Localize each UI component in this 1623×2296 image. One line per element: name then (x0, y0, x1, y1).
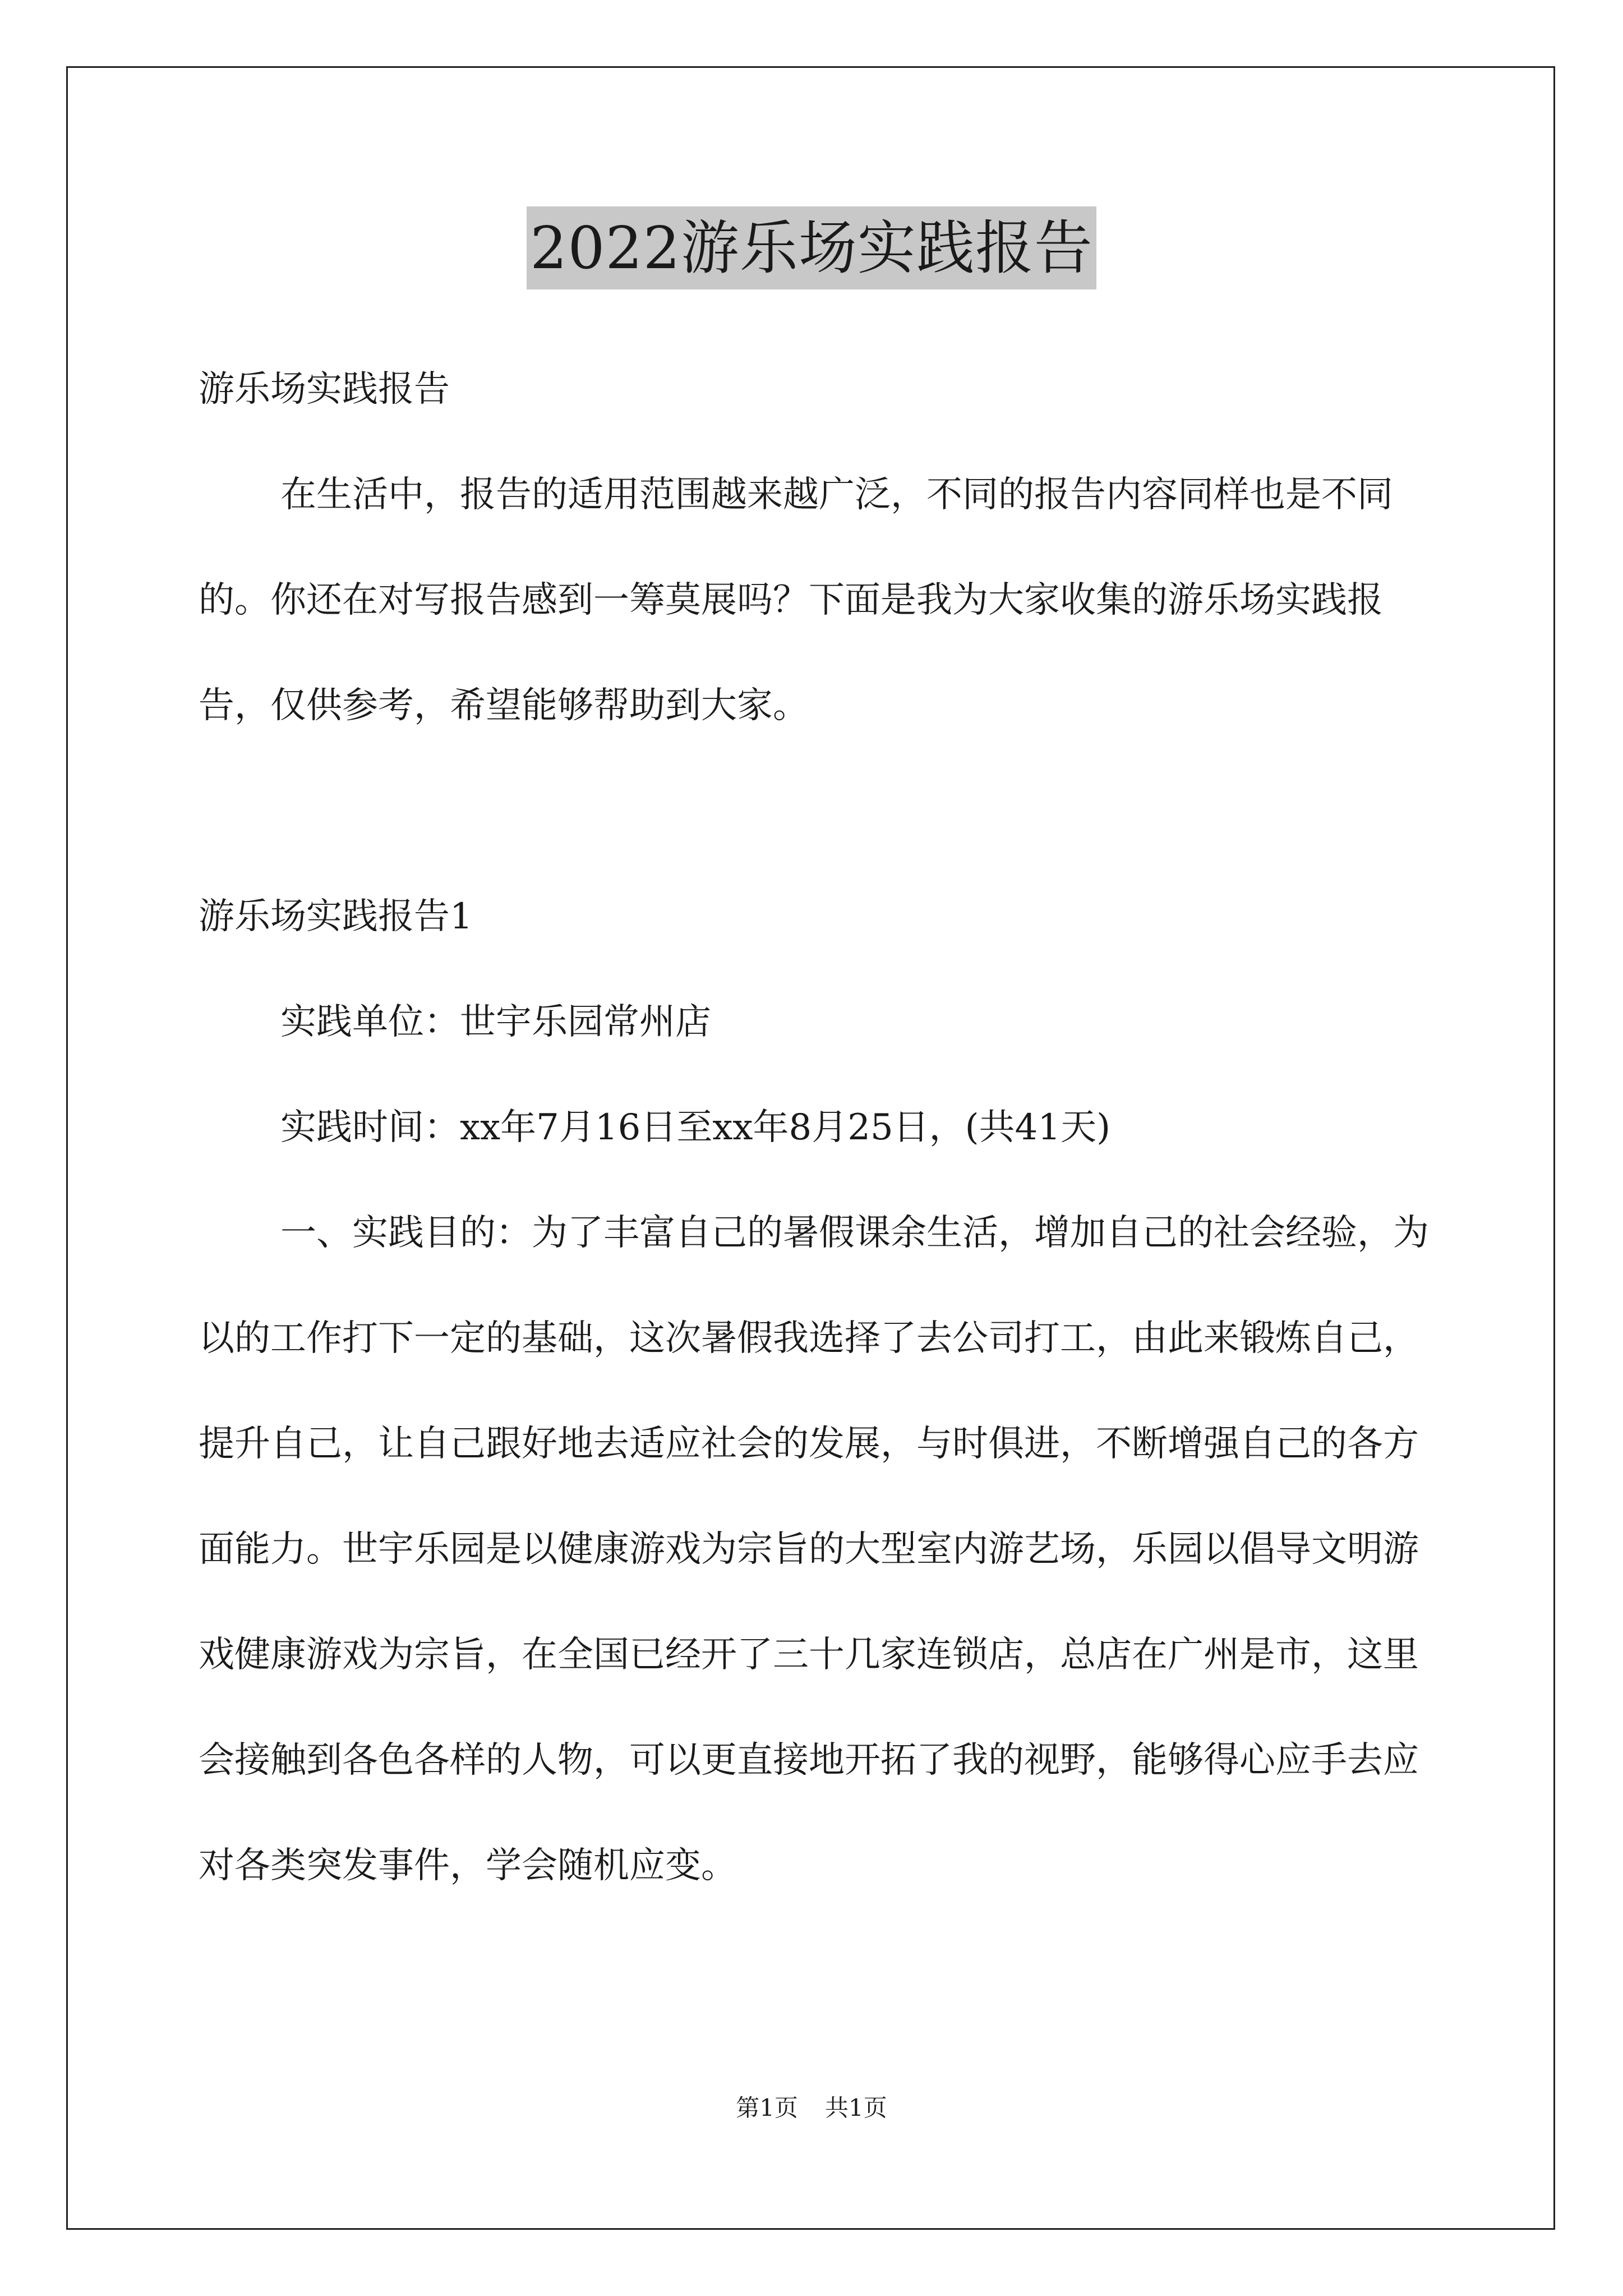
document-title: 2022游乐场实践报告 (527, 206, 1096, 289)
document-body (199, 337, 1432, 1918)
intro-paragraph: 在生活中，报告的适用范围越来越广泛，不同的报告内容同样也是不同的。你还在对写报告感到一筹莫展吗？下面是我为大家收集的游乐场实践报告，仅供参考，希望能够帮助到大家。 (199, 474, 1393, 726)
practice-unit: 实践单位：世宇乐园常州店 (280, 1001, 711, 1043)
document-subtitle: 游乐场实践报告 (199, 369, 450, 410)
page-number: 第1页 (736, 2094, 798, 2122)
page-footer (0, 2091, 1623, 2125)
purpose-paragraph: 一、实践目的：为了丰富自己的暑假课余生活，增加自己的社会经验，为以的工作打下一定的基础，这次暑假我选择了去公司打工，由此来锻炼自己，提升自己，让自己跟好地去适应社会的发展，与时俱进，不断增强自己的各方面能力。世宇乐园是以健康游戏为宗旨的大型室内游艺场，乐园以倡导文明游戏健康游戏为宗旨，在全国已经开了三十几家连锁店，总店在广州是市，这里会接触到各色各样的人物，可以更直接地开拓了我的视野，能够得心应手去应对各类突发事件，学会随机应变。 (199, 1212, 1429, 1887)
practice-time: 实践时间：xx年7月16日至xx年8月25日，(共41天) (280, 1107, 1111, 1148)
section-heading: 游乐场实践报告1 (199, 896, 473, 937)
page-total: 共1页 (825, 2094, 887, 2122)
title-container (0, 206, 1623, 289)
